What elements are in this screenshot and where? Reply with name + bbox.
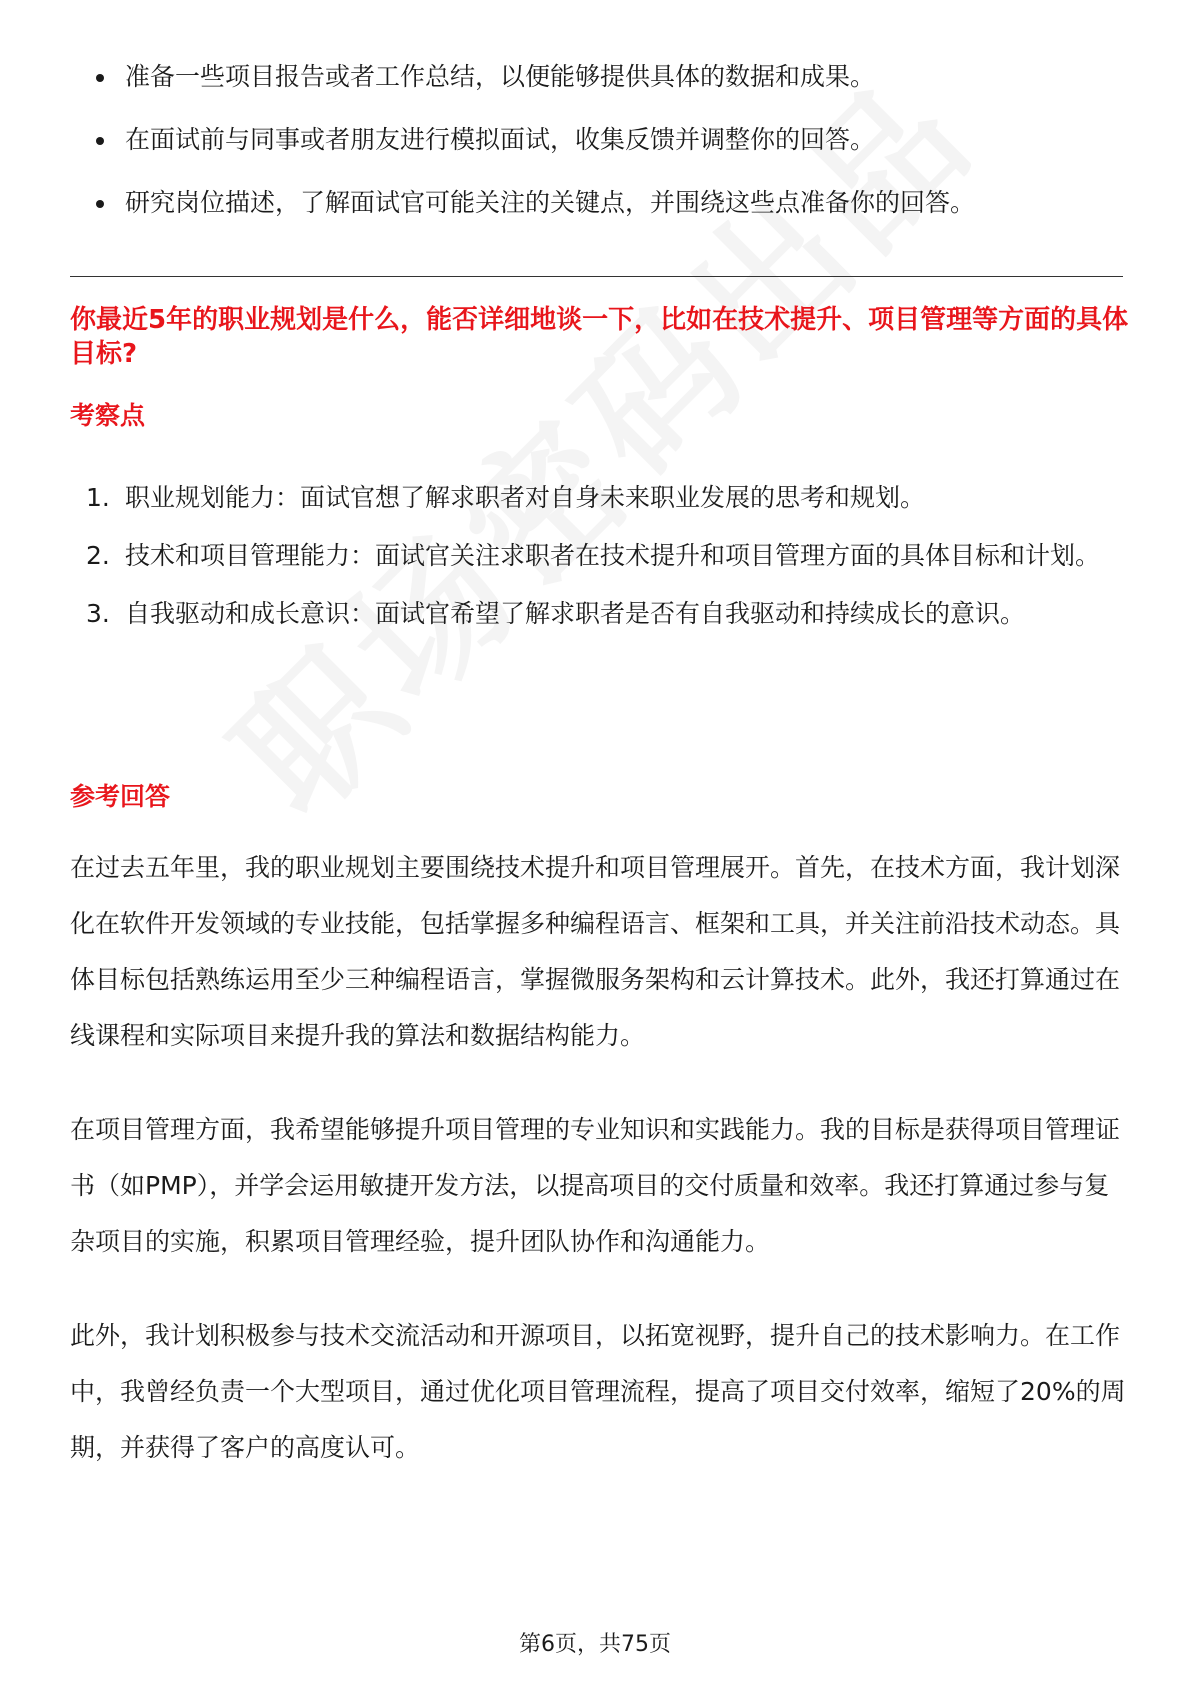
question-heading: 你最近5年的职业规划是什么，能否详细地谈一下，比如在技术提升、项目管理等方面的具体目标? bbox=[70, 305, 1129, 369]
list-item: 研究岗位描述，了解面试官可能关注的关键点，并围绕这些点准备你的回答。 bbox=[70, 186, 1130, 220]
tips-list bbox=[70, 60, 1130, 249]
section-heading-assessment: 考察点 bbox=[70, 401, 146, 430]
section-divider bbox=[70, 276, 1123, 277]
bullet-icon bbox=[96, 200, 104, 208]
list-item: 在面试前与同事或者朋友进行模拟面试，收集反馈并调整你的回答。 bbox=[70, 123, 1130, 157]
list-number: 2. bbox=[86, 541, 110, 570]
answer-paragraph: 在项目管理方面，我希望能够提升项目管理的专业知识和实践能力。我的目标是获得项目管理证书（如PMP），并学会运用敏捷开发方法，以提高项目的交付质量和效率。我还打算通过参与复杂项目的实施，积累项目管理经验，提升团队协作和沟通能力。 bbox=[70, 1115, 1121, 1256]
list-item: 准备一些项目报告或者工作总结，以便能够提供具体的数据和成果。 bbox=[70, 60, 1130, 94]
list-number: 3. bbox=[86, 599, 110, 628]
list-number: 1. bbox=[86, 483, 110, 512]
answer-paragraph: 在过去五年里，我的职业规划主要围绕技术提升和项目管理展开。首先，在技术方面，我计划深化在软件开发领域的专业技能，包括掌握多种编程语言、框架和工具，并关注前沿技术动态。具体目标包括熟练运用至少三种编程语言，掌握微服务架构和云计算技术。此外，我还打算通过在线课程和实际项目来提升我的算法和数据结构能力。 bbox=[70, 853, 1121, 1050]
assessment-points bbox=[70, 470, 1130, 644]
list-item: 3. 自我驱动和成长意识：面试官希望了解求职者是否有自我驱动和持续成长的意识。 bbox=[70, 586, 1130, 642]
answer-body bbox=[70, 840, 1130, 1514]
bullet-icon bbox=[96, 74, 104, 82]
bullet-icon bbox=[96, 137, 104, 145]
answer-paragraph: 此外，我计划积极参与技术交流活动和开源项目，以拓宽视野，提升自己的技术影响力。在工作中，我曾经负责一个大型项目，通过优化项目管理流程，提高了项目交付效率，缩短了20%的周期，并获得了客户的高度认可。 bbox=[70, 1321, 1126, 1462]
list-item: 1. 职业规划能力：面试官想了解求职者对自身未来职业发展的思考和规划。 bbox=[70, 470, 1130, 526]
list-item: 2. 技术和项目管理能力：面试官关注求职者在技术提升和项目管理方面的具体目标和计划。 bbox=[70, 528, 1130, 584]
page-number: 第6页，共75页 bbox=[519, 1632, 671, 1657]
section-heading-answer: 参考回答 bbox=[70, 782, 171, 811]
